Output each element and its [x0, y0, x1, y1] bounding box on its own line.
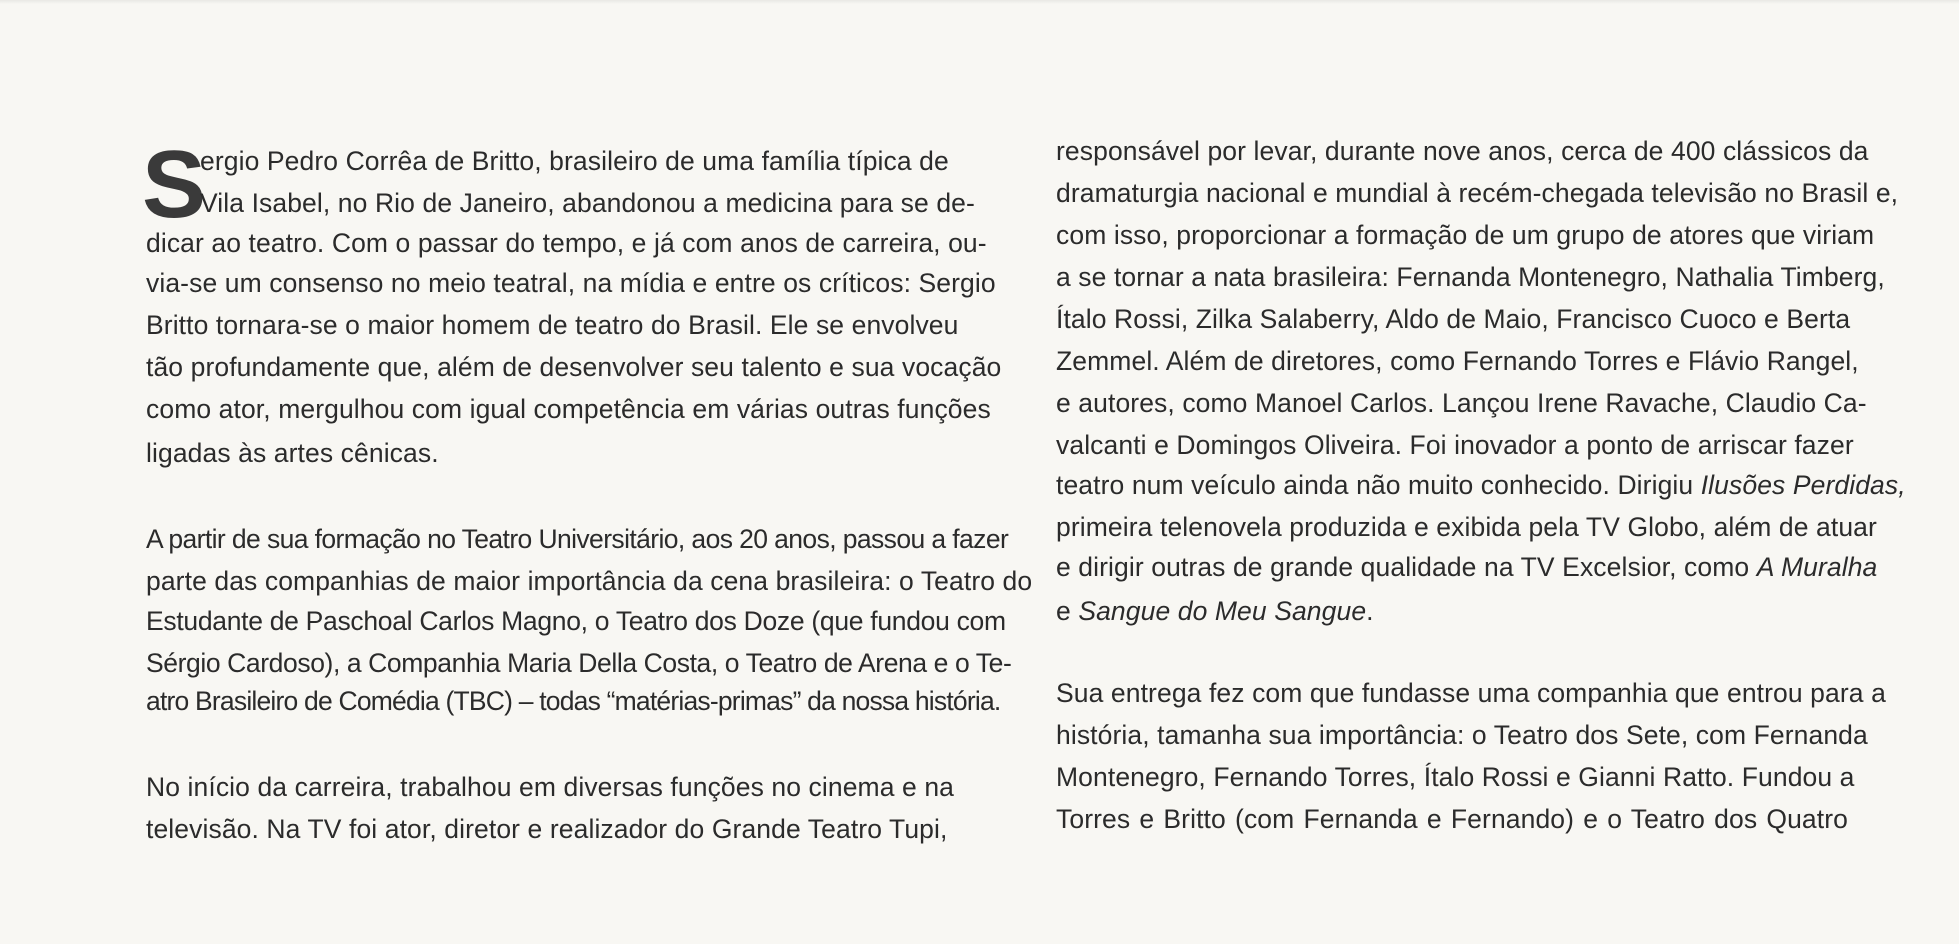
text-line: Zemmel. Além de diretores, como Fernando Torres e Flávio Rangel, [1056, 346, 1859, 376]
text-line [1056, 590, 1848, 632]
text-line: A partir de sua formação no Teatro Universitário, aos 20 anos, passou a fazer [146, 524, 1009, 554]
text-line: ligadas às artes cênicas. [146, 438, 439, 468]
text-line: televisão. Na TV foi ator, diretor e realizador do Grande Teatro Tupi, [146, 814, 948, 844]
text-line: e autores, como Manoel Carlos. Lançou Irene Ravache, Claudio Ca- [1056, 388, 1867, 418]
text-line: Sérgio Cardoso), a Companhia Maria Della Costa, o Teatro de Arena e o Te- [146, 648, 1012, 678]
text-line: via-se um consenso no meio teatral, na mídia e entre os críticos: Sergio [146, 268, 996, 298]
text-span: e dirigir outras de grande qualidade na TV Excelsior, como [1056, 552, 1757, 582]
italic-title: Sangue do Meu Sangue [1078, 596, 1367, 626]
italic-title: A Muralha [1756, 552, 1878, 582]
text-line: No início da carreira, trabalhou em diversas funções no cinema e na [146, 772, 955, 802]
text-line: dramaturgia nacional e mundial à recém-chegada televisão no Brasil e, [1056, 178, 1899, 208]
text-span: teatro num veículo ainda não muito conhecido. Dirigiu [1056, 470, 1701, 500]
text-line: valcanti e Domingos Oliveira. Foi inovador a ponto de arriscar fazer [1056, 430, 1854, 460]
text-line: a se tornar a nata brasileira: Fernanda Montenegro, Nathalia Timberg, [1056, 262, 1885, 292]
italic-title: Ilusões Perdidas, [1700, 470, 1906, 500]
text-line [1056, 464, 1906, 506]
text-line: dicar ao teatro. Com o passar do tempo, e já com anos de carreira, ou- [146, 228, 987, 258]
text-line: Sua entrega fez com que fundasse uma companhia que entrou para a [1056, 678, 1886, 708]
text-line: atro Brasileiro de Comédia (TBC) – todas “matérias-primas” da nossa história. [146, 686, 1001, 716]
text-line: responsável por levar, durante nove anos, cerca de 400 clássicos da [1056, 136, 1869, 166]
text-line: parte das companhias de maior importância da cena brasileira: o Teatro do [146, 566, 1033, 596]
text-line: história, tamanha sua importância: o Teatro dos Sete, com Fernanda [1056, 720, 1868, 750]
drop-cap: S [142, 131, 207, 238]
text-span: e [1056, 596, 1079, 626]
text-line: Torres e Britto (com Fernanda e Fernando) e o Teatro dos Quatro [1056, 804, 1848, 834]
text-line [1056, 546, 1878, 588]
text-line: Ítalo Rossi, Zilka Salaberry, Aldo de Maio, Francisco Cuoco e Berta [1056, 304, 1851, 334]
text-line: Britto tornara-se o maior homem de teatro do Brasil. Ele se envolveu [146, 310, 959, 340]
text-line: com isso, proporcionar a formação de um grupo de atores que viriam [1056, 220, 1875, 250]
text-line: Montenegro, Fernando Torres, Ítalo Rossi e Gianni Ratto. Fundou a [1056, 762, 1855, 792]
text-line: como ator, mergulhou com igual competência em várias outras funções [146, 394, 991, 424]
text-span: . [1366, 596, 1374, 626]
text-line: ergio Pedro Corrêa de Britto, brasileiro de uma família típica de [200, 146, 949, 176]
text-line: Estudante de Paschoal Carlos Magno, o Teatro dos Doze (que fundou com [146, 606, 1006, 636]
text-line: primeira telenovela produzida e exibida pela TV Globo, além de atuar [1056, 512, 1877, 542]
text-line: tão profundamente que, além de desenvolver seu talento e sua vocação [146, 352, 1002, 382]
text-line: Vila Isabel, no Rio de Janeiro, abandonou a medicina para se de- [200, 188, 975, 218]
